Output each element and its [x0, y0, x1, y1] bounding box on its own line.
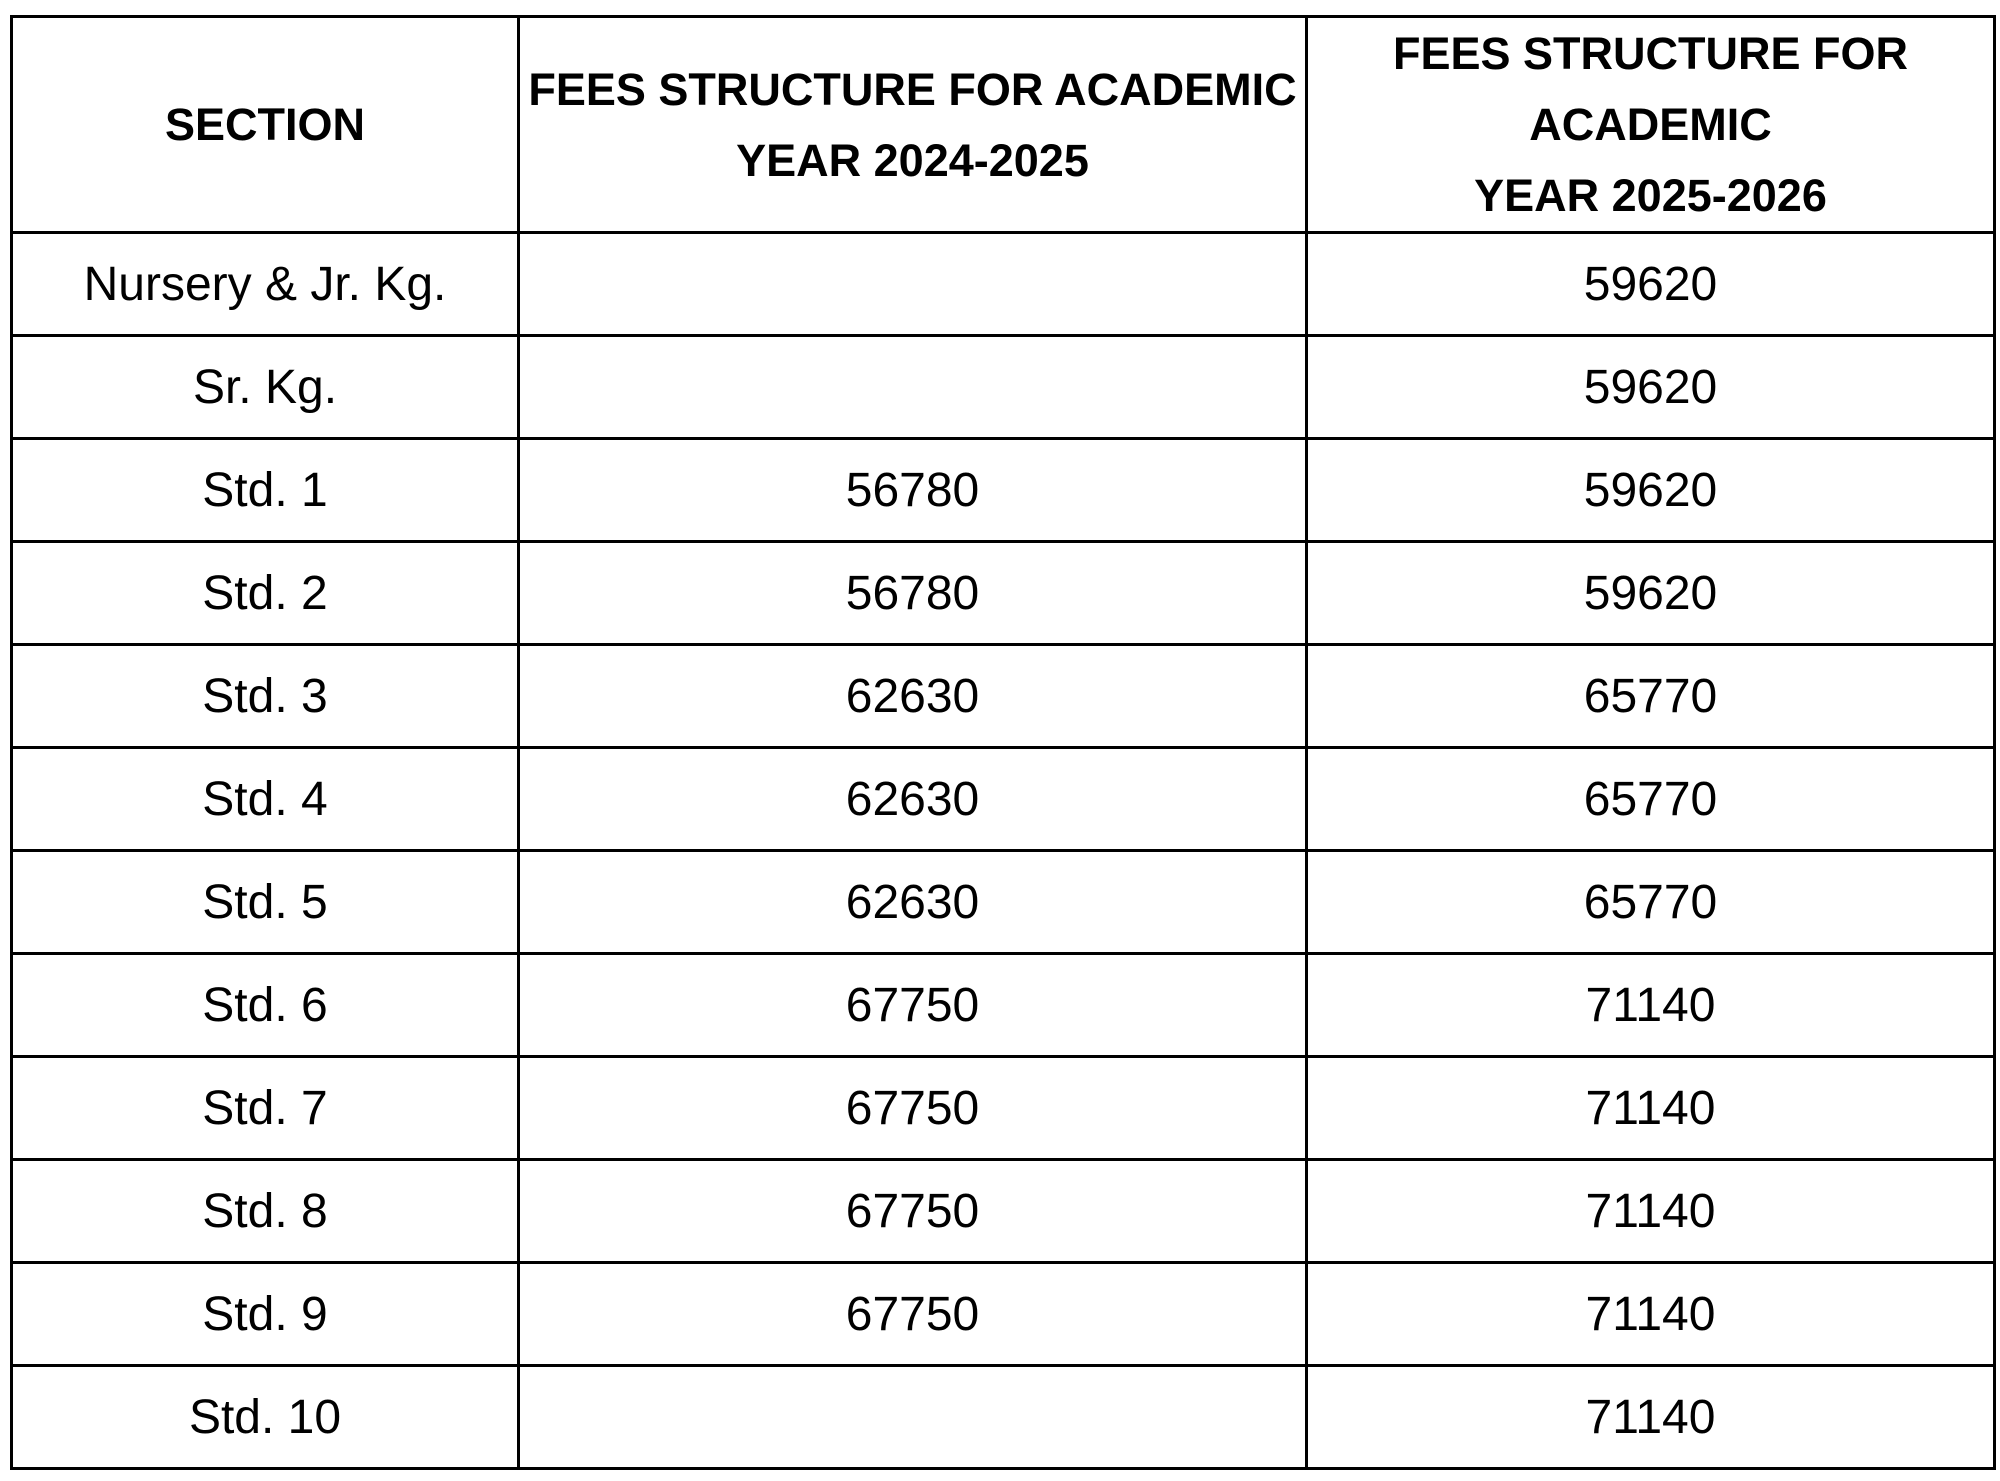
- header-fees-2025-2026: [1307, 17, 1995, 233]
- section-cell: Sr. Kg.: [12, 336, 519, 439]
- table-row: [12, 439, 1995, 542]
- table-row: [12, 1160, 1995, 1263]
- section-cell: Std. 9: [12, 1263, 519, 1366]
- fee-2025-cell: 59620: [1307, 439, 1995, 542]
- section-cell: Std. 4: [12, 748, 519, 851]
- fee-2025-cell: 71140: [1307, 1366, 1995, 1469]
- fee-2024-cell: 67750: [519, 1160, 1307, 1263]
- fee-2024-cell: 62630: [519, 748, 1307, 851]
- table-row: [12, 1263, 1995, 1366]
- header-2024-line1: FEES STRUCTURE FOR ACADEMIC: [528, 63, 1297, 115]
- fee-2024-cell: 67750: [519, 954, 1307, 1057]
- fee-2024-cell: 56780: [519, 542, 1307, 645]
- section-cell: Std. 7: [12, 1057, 519, 1160]
- fee-2024-cell: 62630: [519, 851, 1307, 954]
- table-row: [12, 1366, 1995, 1469]
- header-2025-line2: ACADEMIC: [1529, 99, 1772, 150]
- table-row: [12, 645, 1995, 748]
- header-2025-line1: FEES STRUCTURE FOR: [1392, 28, 1909, 79]
- table-row: [12, 336, 1995, 439]
- fee-2025-cell: 59620: [1307, 336, 1995, 439]
- fee-2025-cell: 71140: [1307, 954, 1995, 1057]
- fee-2024-cell: [519, 233, 1307, 336]
- table-row: [12, 851, 1995, 954]
- fee-2025-cell: 65770: [1307, 748, 1995, 851]
- fee-2024-cell: 56780: [519, 439, 1307, 542]
- header-2025-line3: YEAR 2025-2026: [1474, 170, 1827, 221]
- table-row: [12, 1057, 1995, 1160]
- header-fees-2024-2025: [519, 17, 1307, 233]
- section-cell: Std. 8: [12, 1160, 519, 1263]
- section-cell: Std. 3: [12, 645, 519, 748]
- table-row: [12, 542, 1995, 645]
- fee-2025-cell: 59620: [1307, 233, 1995, 336]
- fee-2024-cell: 62630: [519, 645, 1307, 748]
- section-cell: Std. 10: [12, 1366, 519, 1469]
- section-cell: Nursery & Jr. Kg.: [12, 233, 519, 336]
- fee-2025-cell: 59620: [1307, 542, 1995, 645]
- section-cell: Std. 6: [12, 954, 519, 1057]
- fee-2024-cell: [519, 1366, 1307, 1469]
- fee-2025-cell: 71140: [1307, 1263, 1995, 1366]
- fees-structure-table: [10, 15, 1996, 1470]
- fee-2025-cell: 65770: [1307, 645, 1995, 748]
- fee-2025-cell: 65770: [1307, 851, 1995, 954]
- section-cell: Std. 1: [12, 439, 519, 542]
- header-section-label: SECTION: [164, 99, 366, 150]
- fee-2024-cell: [519, 336, 1307, 439]
- fee-2025-cell: 71140: [1307, 1160, 1995, 1263]
- fee-2024-cell: 67750: [519, 1263, 1307, 1366]
- section-cell: Std. 5: [12, 851, 519, 954]
- header-2024-line2: YEAR 2024-2025: [736, 134, 1089, 186]
- table-row: [12, 748, 1995, 851]
- table-header-row: [12, 17, 1995, 233]
- section-cell: Std. 2: [12, 542, 519, 645]
- fee-2025-cell: 71140: [1307, 1057, 1995, 1160]
- table-row: [12, 233, 1995, 336]
- header-section: [12, 17, 519, 233]
- table-row: [12, 954, 1995, 1057]
- fee-2024-cell: 67750: [519, 1057, 1307, 1160]
